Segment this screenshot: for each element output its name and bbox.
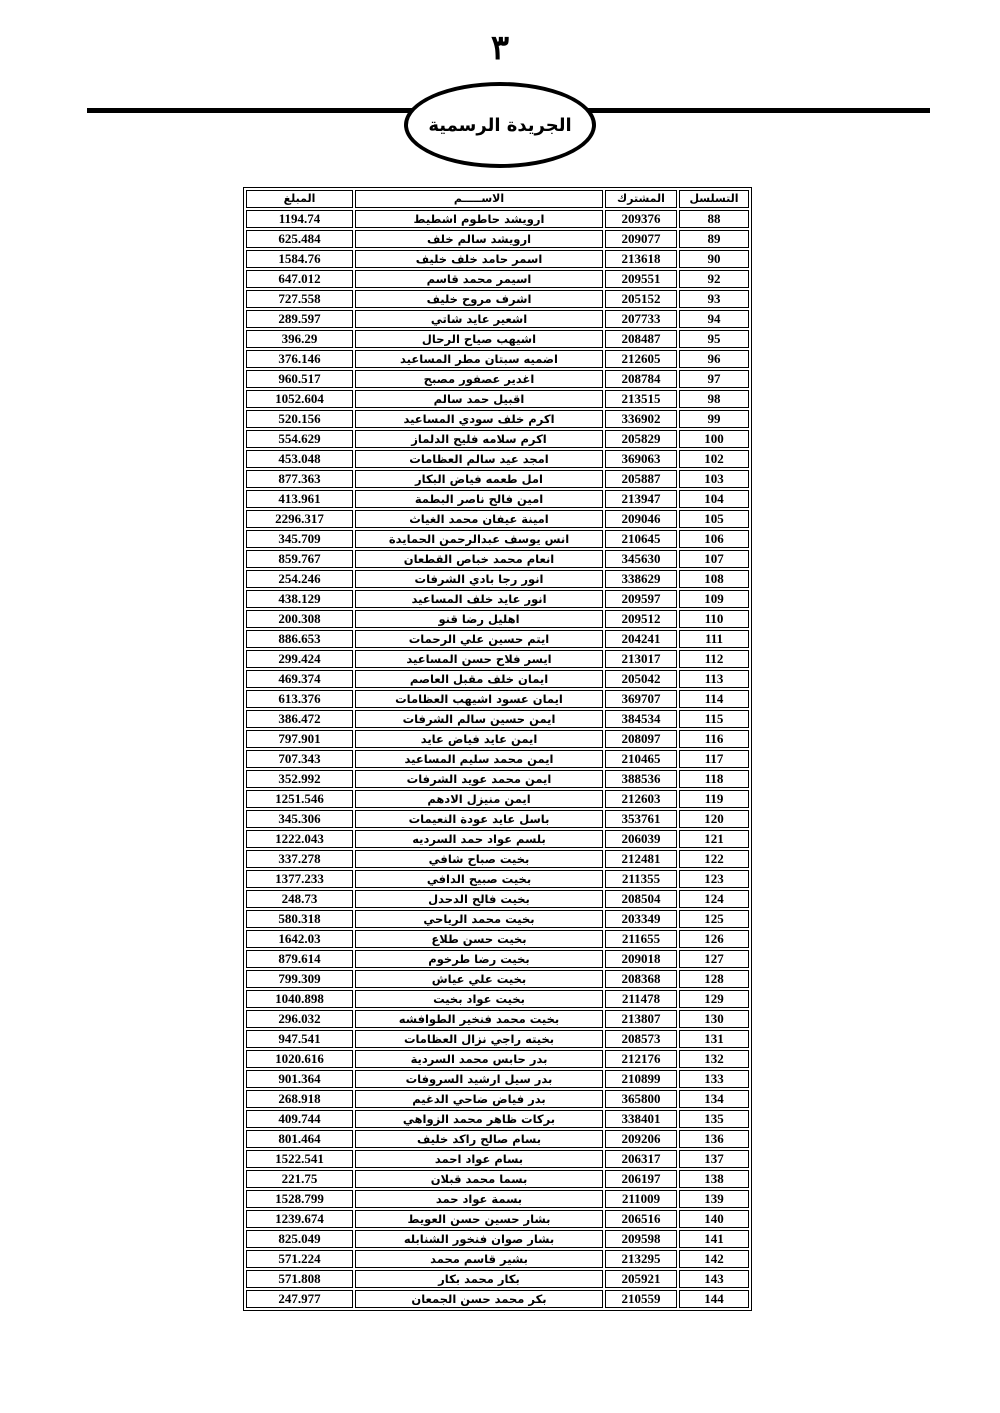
cell-serial: 127	[679, 950, 749, 968]
cell-name: امينة عيفان محمد الغياث	[355, 510, 603, 528]
table-row	[246, 750, 749, 768]
table-row	[246, 890, 749, 908]
cell-amount: 1222.043	[246, 830, 353, 848]
table-row	[246, 370, 749, 388]
cell-subscriber: 208573	[605, 1030, 677, 1048]
header-amount: المبلغ	[246, 190, 353, 208]
cell-serial: 103	[679, 470, 749, 488]
cell-name: بسام صالح راكد خليف	[355, 1130, 603, 1148]
cell-subscriber: 205152	[605, 290, 677, 308]
cell-subscriber: 205921	[605, 1270, 677, 1288]
cell-amount: 801.464	[246, 1130, 353, 1148]
table-row	[246, 710, 749, 728]
table-row	[246, 830, 749, 848]
cell-name: اقبيل حمد سالم	[355, 390, 603, 408]
cell-name: انور رجا بادي الشرفات	[355, 570, 603, 588]
cell-serial: 133	[679, 1070, 749, 1088]
cell-serial: 131	[679, 1030, 749, 1048]
table-row	[246, 930, 749, 948]
cell-serial: 138	[679, 1170, 749, 1188]
cell-amount: 345.306	[246, 810, 353, 828]
cell-serial: 105	[679, 510, 749, 528]
cell-amount: 554.629	[246, 430, 353, 448]
cell-subscriber: 205887	[605, 470, 677, 488]
cell-serial: 140	[679, 1210, 749, 1228]
table-row	[246, 810, 749, 828]
cell-name: اكرم خلف سودي المساعيد	[355, 410, 603, 428]
cell-subscriber: 209597	[605, 590, 677, 608]
cell-amount: 268.918	[246, 1090, 353, 1108]
cell-subscriber: 338629	[605, 570, 677, 588]
cell-name: ارويشد حاطوم اشطيط	[355, 210, 603, 228]
cell-subscriber: 211355	[605, 870, 677, 888]
cell-amount: 707.343	[246, 750, 353, 768]
cell-serial: 93	[679, 290, 749, 308]
table-row	[246, 970, 749, 988]
cell-subscriber: 213017	[605, 650, 677, 668]
cell-amount: 469.374	[246, 670, 353, 688]
cell-subscriber: 369063	[605, 450, 677, 468]
cell-name: ايمن محمد عويد الشرفات	[355, 770, 603, 788]
cell-subscriber: 209018	[605, 950, 677, 968]
cell-name: اكرم سلامه فليح الدلماز	[355, 430, 603, 448]
cell-serial: 134	[679, 1090, 749, 1108]
cell-serial: 98	[679, 390, 749, 408]
table-row	[246, 450, 749, 468]
cell-serial: 128	[679, 970, 749, 988]
cell-subscriber: 209376	[605, 210, 677, 228]
cell-amount: 886.653	[246, 630, 353, 648]
table-row	[246, 950, 749, 968]
cell-name: بخيت حسن طلاع	[355, 930, 603, 948]
cell-subscriber: 388536	[605, 770, 677, 788]
cell-amount: 901.364	[246, 1070, 353, 1088]
masthead-oval	[404, 82, 596, 168]
table-row	[246, 870, 749, 888]
cell-name: بسما محمد قبلان	[355, 1170, 603, 1188]
cell-name: انور عايد خلف المساعيد	[355, 590, 603, 608]
cell-subscriber: 208784	[605, 370, 677, 388]
cell-subscriber: 208504	[605, 890, 677, 908]
cell-subscriber: 210465	[605, 750, 677, 768]
cell-amount: 247.977	[246, 1290, 353, 1308]
cell-amount: 727.558	[246, 290, 353, 308]
cell-serial: 141	[679, 1230, 749, 1248]
table-row	[246, 350, 749, 368]
cell-serial: 129	[679, 990, 749, 1008]
cell-subscriber: 211655	[605, 930, 677, 948]
cell-amount: 1020.616	[246, 1050, 353, 1068]
cell-name: بخيت فالح الدحدل	[355, 890, 603, 908]
cell-name: ايمن منيزل الادهم	[355, 790, 603, 808]
cell-serial: 136	[679, 1130, 749, 1148]
cell-serial: 130	[679, 1010, 749, 1028]
cell-subscriber: 213947	[605, 490, 677, 508]
cell-amount: 1194.74	[246, 210, 353, 228]
table-row	[246, 1130, 749, 1148]
cell-serial: 139	[679, 1190, 749, 1208]
table-row	[246, 250, 749, 268]
cell-serial: 142	[679, 1250, 749, 1268]
table-row	[246, 310, 749, 328]
table-row	[246, 430, 749, 448]
header-serial: التسلسل	[679, 190, 749, 208]
cell-serial: 92	[679, 270, 749, 288]
cell-amount: 299.424	[246, 650, 353, 668]
cell-subscriber: 205829	[605, 430, 677, 448]
header-name: الاســـــم	[355, 190, 603, 208]
cell-name: بخيت صبيح الدافي	[355, 870, 603, 888]
cell-subscriber: 205042	[605, 670, 677, 688]
cell-subscriber: 206516	[605, 1210, 677, 1228]
cell-subscriber: 210559	[605, 1290, 677, 1308]
cell-amount: 254.246	[246, 570, 353, 588]
cell-name: ايمن حسين سالم الشرفات	[355, 710, 603, 728]
table-row	[246, 790, 749, 808]
cell-subscriber: 206039	[605, 830, 677, 848]
cell-subscriber: 212605	[605, 350, 677, 368]
cell-name: ايمن محمد سليم المساعيد	[355, 750, 603, 768]
table-row	[246, 1090, 749, 1108]
cell-name: بخيت رضا طرخوم	[355, 950, 603, 968]
cell-subscriber: 209077	[605, 230, 677, 248]
cell-serial: 107	[679, 550, 749, 568]
cell-amount: 571.808	[246, 1270, 353, 1288]
cell-amount: 647.012	[246, 270, 353, 288]
cell-amount: 799.309	[246, 970, 353, 988]
table-row	[246, 1190, 749, 1208]
cell-amount: 625.484	[246, 230, 353, 248]
payments-table	[243, 187, 752, 1311]
cell-name: بشير قاسم محمد	[355, 1250, 603, 1268]
cell-name: بخيته راجي نزال العظامات	[355, 1030, 603, 1048]
cell-amount: 345.709	[246, 530, 353, 548]
table-row	[246, 330, 749, 348]
cell-subscriber: 203349	[605, 910, 677, 928]
cell-name: بكر محمد حسن الجمعان	[355, 1290, 603, 1308]
table-row	[246, 1050, 749, 1068]
cell-name: ايمان عسود اشيهب العظامات	[355, 690, 603, 708]
cell-subscriber: 211009	[605, 1190, 677, 1208]
cell-amount: 947.541	[246, 1030, 353, 1048]
cell-serial: 117	[679, 750, 749, 768]
cell-amount: 877.363	[246, 470, 353, 488]
cell-serial: 109	[679, 590, 749, 608]
cell-name: بدر سيل ارشيد السروفات	[355, 1070, 603, 1088]
cell-subscriber: 210645	[605, 530, 677, 548]
cell-amount: 580.318	[246, 910, 353, 928]
table-row	[246, 650, 749, 668]
cell-subscriber: 209512	[605, 610, 677, 628]
cell-subscriber: 338401	[605, 1110, 677, 1128]
cell-name: بخيت علي عياش	[355, 970, 603, 988]
cell-serial: 111	[679, 630, 749, 648]
cell-amount: 409.744	[246, 1110, 353, 1128]
cell-amount: 613.376	[246, 690, 353, 708]
cell-serial: 124	[679, 890, 749, 908]
cell-serial: 102	[679, 450, 749, 468]
cell-amount: 289.597	[246, 310, 353, 328]
cell-subscriber: 213295	[605, 1250, 677, 1268]
cell-serial: 106	[679, 530, 749, 548]
cell-name: بدر حابس محمد السردية	[355, 1050, 603, 1068]
table-row	[246, 590, 749, 608]
cell-subscriber: 211478	[605, 990, 677, 1008]
cell-subscriber: 209598	[605, 1230, 677, 1248]
table-row	[246, 1270, 749, 1288]
table-row	[246, 1030, 749, 1048]
cell-subscriber: 208097	[605, 730, 677, 748]
cell-serial: 137	[679, 1150, 749, 1168]
cell-name: ايمن عايد فياض عايد	[355, 730, 603, 748]
cell-subscriber: 206197	[605, 1170, 677, 1188]
cell-subscriber: 369707	[605, 690, 677, 708]
table-row	[246, 510, 749, 528]
table-row	[246, 570, 749, 588]
cell-subscriber: 213618	[605, 250, 677, 268]
cell-subscriber: 384534	[605, 710, 677, 728]
cell-serial: 88	[679, 210, 749, 228]
cell-serial: 112	[679, 650, 749, 668]
table-row	[246, 270, 749, 288]
table-row	[246, 1290, 749, 1308]
cell-serial: 99	[679, 410, 749, 428]
cell-serial: 121	[679, 830, 749, 848]
cell-serial: 113	[679, 670, 749, 688]
cell-subscriber: 213807	[605, 1010, 677, 1028]
cell-subscriber: 336902	[605, 410, 677, 428]
table-row	[246, 850, 749, 868]
cell-name: بسمة عواد حمد	[355, 1190, 603, 1208]
cell-name: امجد عيد سالم العظامات	[355, 450, 603, 468]
cell-name: انس يوسف عبدالرحمن الحمايدة	[355, 530, 603, 548]
table-row	[246, 610, 749, 628]
cell-subscriber: 212481	[605, 850, 677, 868]
cell-subscriber: 204241	[605, 630, 677, 648]
cell-serial: 97	[679, 370, 749, 388]
table-row	[246, 530, 749, 548]
cell-subscriber: 212603	[605, 790, 677, 808]
table-row	[246, 1230, 749, 1248]
table-row	[246, 490, 749, 508]
cell-amount: 2296.317	[246, 510, 353, 528]
cell-serial: 96	[679, 350, 749, 368]
table-row	[246, 470, 749, 488]
cell-subscriber: 213515	[605, 390, 677, 408]
table-row	[246, 290, 749, 308]
cell-name: اغدير عصفور مصبح	[355, 370, 603, 388]
cell-name: بخيت عواد بخيت	[355, 990, 603, 1008]
cell-amount: 438.129	[246, 590, 353, 608]
cell-subscriber: 365800	[605, 1090, 677, 1108]
cell-subscriber: 208487	[605, 330, 677, 348]
cell-subscriber: 209206	[605, 1130, 677, 1148]
cell-amount: 1584.76	[246, 250, 353, 268]
cell-amount: 1642.03	[246, 930, 353, 948]
table-row	[246, 910, 749, 928]
cell-amount: 386.472	[246, 710, 353, 728]
cell-subscriber: 208368	[605, 970, 677, 988]
table-row	[246, 1210, 749, 1228]
cell-name: بخيت محمد الرياحي	[355, 910, 603, 928]
cell-serial: 90	[679, 250, 749, 268]
table-row	[246, 1150, 749, 1168]
cell-name: ايسر فلاح حسن المساعيد	[355, 650, 603, 668]
cell-amount: 396.29	[246, 330, 353, 348]
cell-subscriber: 212176	[605, 1050, 677, 1068]
cell-serial: 119	[679, 790, 749, 808]
cell-amount: 352.992	[246, 770, 353, 788]
header-subscriber: المشترك	[605, 190, 677, 208]
page-number: ٣	[490, 28, 510, 68]
cell-amount: 1052.604	[246, 390, 353, 408]
cell-amount: 248.73	[246, 890, 353, 908]
payments-table-wrapper	[247, 187, 752, 1311]
cell-amount: 960.517	[246, 370, 353, 388]
cell-amount: 1251.546	[246, 790, 353, 808]
cell-amount: 1040.898	[246, 990, 353, 1008]
cell-serial: 144	[679, 1290, 749, 1308]
cell-name: ايتم حسين علي الرحمات	[355, 630, 603, 648]
cell-name: بدر فياض ضاحي الدغيم	[355, 1090, 603, 1108]
table-row	[246, 1250, 749, 1268]
cell-amount: 879.614	[246, 950, 353, 968]
cell-amount: 413.961	[246, 490, 353, 508]
cell-serial: 116	[679, 730, 749, 748]
cell-name: ايمان خلف مقبل العاصم	[355, 670, 603, 688]
cell-amount: 221.75	[246, 1170, 353, 1188]
table-header-row	[246, 190, 749, 208]
cell-name: امين فالح ناصر البطمة	[355, 490, 603, 508]
cell-amount: 376.146	[246, 350, 353, 368]
cell-name: بسام عواد احمد	[355, 1150, 603, 1168]
table-row	[246, 630, 749, 648]
cell-name: بخيت صباح شافي	[355, 850, 603, 868]
cell-amount: 200.308	[246, 610, 353, 628]
cell-serial: 104	[679, 490, 749, 508]
table-row	[246, 550, 749, 568]
cell-subscriber: 210899	[605, 1070, 677, 1088]
cell-name: اشيهب صياح الرحال	[355, 330, 603, 348]
cell-serial: 122	[679, 850, 749, 868]
cell-name: ارويشد سالم خلف	[355, 230, 603, 248]
cell-serial: 115	[679, 710, 749, 728]
cell-amount: 797.901	[246, 730, 353, 748]
cell-name: بشار صوان فنخور الشنابله	[355, 1230, 603, 1248]
cell-serial: 108	[679, 570, 749, 588]
table-row	[246, 670, 749, 688]
table-row	[246, 210, 749, 228]
table-row	[246, 730, 749, 748]
table-row	[246, 690, 749, 708]
cell-name: بخيت محمد فنخير الطوافشه	[355, 1010, 603, 1028]
cell-serial: 123	[679, 870, 749, 888]
table-row	[246, 1110, 749, 1128]
cell-name: بكار محمد بكار	[355, 1270, 603, 1288]
table-row	[246, 990, 749, 1008]
cell-amount: 337.278	[246, 850, 353, 868]
cell-name: اضميه سبتان مطر المساعيد	[355, 350, 603, 368]
cell-amount: 520.156	[246, 410, 353, 428]
cell-serial: 110	[679, 610, 749, 628]
cell-serial: 120	[679, 810, 749, 828]
table-row	[246, 1170, 749, 1188]
table-row	[246, 1070, 749, 1088]
cell-amount: 1377.233	[246, 870, 353, 888]
masthead-title: الجريدة الرسمية	[428, 114, 572, 136]
table-row	[246, 230, 749, 248]
cell-name: بركات ظاهر محمد الزواهي	[355, 1110, 603, 1128]
cell-serial: 125	[679, 910, 749, 928]
cell-serial: 94	[679, 310, 749, 328]
cell-serial: 100	[679, 430, 749, 448]
cell-serial: 135	[679, 1110, 749, 1128]
cell-name: اسمر حامد خلف خليف	[355, 250, 603, 268]
cell-serial: 126	[679, 930, 749, 948]
cell-amount: 571.224	[246, 1250, 353, 1268]
cell-subscriber: 209551	[605, 270, 677, 288]
table-row	[246, 390, 749, 408]
cell-serial: 95	[679, 330, 749, 348]
table-row	[246, 770, 749, 788]
cell-amount: 296.032	[246, 1010, 353, 1028]
cell-amount: 453.048	[246, 450, 353, 468]
cell-name: باسل عايد عودة النعيمات	[355, 810, 603, 828]
cell-name: اسيمر محمد قاسم	[355, 270, 603, 288]
cell-amount: 1522.541	[246, 1150, 353, 1168]
cell-subscriber: 206317	[605, 1150, 677, 1168]
cell-name: انعام محمد خباص القطعان	[355, 550, 603, 568]
cell-amount: 1528.799	[246, 1190, 353, 1208]
cell-name: اشرف مروح خليف	[355, 290, 603, 308]
cell-name: بشار حسين حسن العويط	[355, 1210, 603, 1228]
table-row	[246, 410, 749, 428]
cell-serial: 114	[679, 690, 749, 708]
cell-serial: 132	[679, 1050, 749, 1068]
cell-name: بلسم عواد حمد السرديه	[355, 830, 603, 848]
cell-amount: 859.767	[246, 550, 353, 568]
cell-subscriber: 345630	[605, 550, 677, 568]
cell-serial: 143	[679, 1270, 749, 1288]
cell-serial: 89	[679, 230, 749, 248]
cell-name: اهليل رضا قنو	[355, 610, 603, 628]
cell-amount: 1239.674	[246, 1210, 353, 1228]
cell-subscriber: 207733	[605, 310, 677, 328]
cell-subscriber: 353761	[605, 810, 677, 828]
cell-name: امل طعمه فياض البكار	[355, 470, 603, 488]
table-row	[246, 1010, 749, 1028]
cell-serial: 118	[679, 770, 749, 788]
cell-name: اشعير عايد شاتي	[355, 310, 603, 328]
cell-amount: 825.049	[246, 1230, 353, 1248]
cell-subscriber: 209046	[605, 510, 677, 528]
